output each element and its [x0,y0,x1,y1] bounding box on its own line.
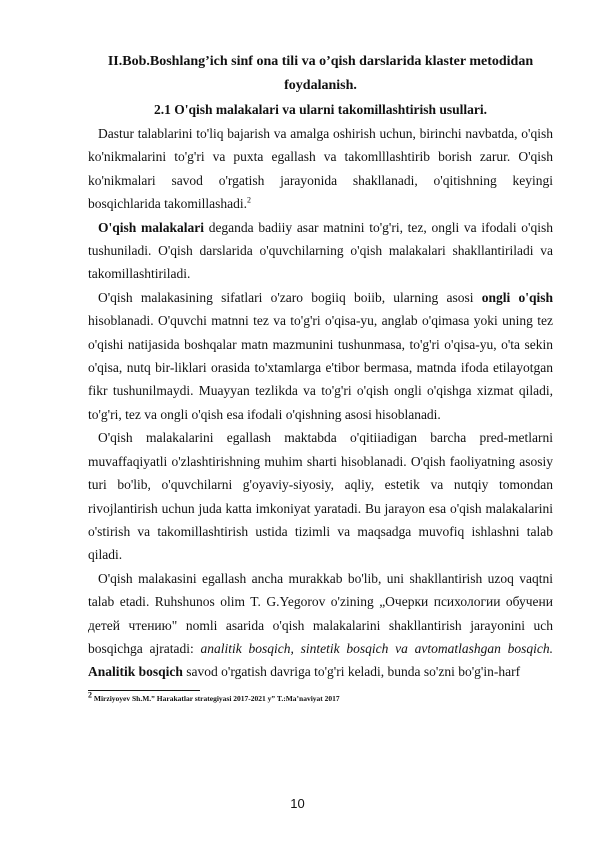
term-oqish-malakalari: O'qish malakalari [98,219,204,235]
footnote-text: Mirziyoyev Sh.M.” Harakatlar strategiyasi 2017-2021 y” T.:Ma’naviyat 2017 [92,693,340,703]
paragraph-1-text: Dastur talablarini to'liq bajarish va amalga oshirish uchun, birinchi navbatda, o'qish ko'nikmalarini to'g'ri va puxta egallash va takomlllashtirib borish zarur. O'qish ko'nikmalari savod o'rgatish jarayonida shakllanadi, o'qitishning keyingi bosqichlarida takomillashadi. [88,126,553,212]
term-analitik-bosqich: Analitik bosqich [88,664,183,680]
paragraph-2-text: deganda badiiy asar matnini to'g'ri, tez, ongli va ifodali o'qish tushuniladi. O'qish darslarida o'quvchilarning o'qish malakalari shakllantiriladi va takomillashtiriladi. [88,219,553,282]
paragraph-1 [88,122,553,216]
paragraph-5 [88,567,553,684]
footnote [88,690,553,705]
term-ongli-oqish: ongli o'qish [481,289,554,305]
paragraph-2 [88,216,553,286]
page-number: 10 [290,796,305,811]
paragraph-3-after: hisoblanadi. O'quvchi matnni tez va to'g'ri o'qisa-yu, anglab o'qimasa yoki uning tez o'qishi natijasida boshqalar matn mazmunini tushunmasa, to'g'ri o'qisa-yu, o'ta sekin o'qisa, nutq bir-liklari orasida to'xtamlarga e'tibor bermasa, matnda ifoda etilayotgan fikr tushunilmaydi. Muayyan tezlikda va to'g'ri o'qish ongli o'qishga xizmat qiladi, to'g'ri, tez va ongli o'qish esa ifodali o'qishning asosi hisoblanadi. [88,313,553,422]
paragraph-4: O'qish malakalarini egallash maktabda o'qitiiadigan barcha pred-metlarni muvaffaqiyatli o'zlashtirishning muhim sharti hisoblanadi. O'qish faoliyatning asosiy turi bo'lib, o'quvchilarni g'oyaviy-siyosiy, aqliy, estetik va nutqiy tomondan rivojlantirish uchun juda katta imkoniyat yaratadi. Bu jarayon esa o'qish malakalarini o'stirish va takomillashtirish ustida tizimli va maqsadga muvofiq ishlashni talab qiladi. [88,430,553,563]
paragraph-3-before: O'qish malakasining sifatlari o'zaro bogiiq boiib, ularning asosi [98,289,482,305]
footnote-ref[interactable]: 2 [246,195,251,205]
stages-list: analitik bosqich, sintetik bosqich va avtomatlashgan bosqich. [200,640,553,656]
document-page [88,50,553,705]
footnote-number: 2 [88,690,92,700]
footnote-divider [88,690,200,691]
section-title: 2.1 O'qish malakalari va ularni takomillashtirish usullari. [153,102,488,117]
paragraph-5-after: savod o'rgatish davriga to'g'ri keladi, bunda so'zni bo'g'in-harf [182,664,521,680]
chapter-title: II.Bob.Boshlang’ich sinf ona tili va o’qish darslarida klaster metodidan foydalanish. [107,54,534,93]
paragraph-3 [88,286,553,426]
paragraph-5-text: O'qish malakasini egallash ancha murakkab bo'lib, uni shakllantirish uzoq vaqtni talab etadi. Ruhshunos olim T. G.Yegorov o'zining „Очерки психологии обучени детей чтению" nomli asarida o'qish malakalarini shakllantirish jarayonini uch bosqichga ajratadi: [88,570,553,656]
